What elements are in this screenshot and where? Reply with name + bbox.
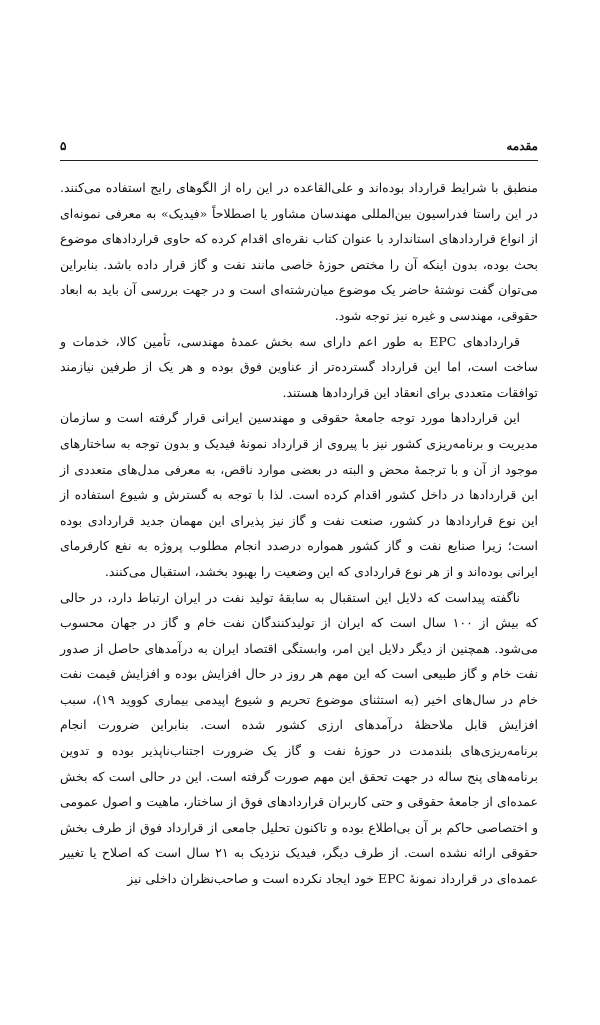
paragraph: قراردادهای EPC به طور اعم دارای سه بخش عمدهٔ مهندسی، تأمین کالا، خدمات و ساخت است، اما این قرارداد گسترده‌تر از عناوین فوق بوده و هر یک از طرفین نیازمند توافقات متعددی برای انعقاد این قراردادها هستند.: [60, 333, 538, 400]
running-header: [60, 139, 538, 161]
paragraph: منطبق با شرایط قرارداد بوده‌اند و علی‌القاعده در این راه از الگوهای رایج استفاده می‌کنند. در این راستا فدراسیون بین‌المللی مهندسان مشاور یا اصطلاحاً «فیدیک» به معرفی نمونه‌ای از انواع قراردادهای استاندارد با عنوان کتاب نقره‌ای اقدام کرده که حاوی قراردادهای موضوع بحث بوده، بدون اینکه آن را مختص حوزهٔ خاصی مانند نفت و گاز قرار داده باشد. بنابراین می‌توان گفت نوشتهٔ حاضر یک موضوع میان‌رشته‌ای است و در جهت بررسی آن باید به ابعاد حقوقی، مهندسی و غیره نیز توجه شود.: [60, 180, 538, 323]
paragraph: این قراردادها مورد توجه جامعهٔ حقوقی و مهندسین ایرانی قرار گرفته است و سازمان مدیریت و برنامه‌ریزی کشور نیز با پیروی از قرارداد نمونهٔ فیدیک و بدون توجه به ساختارهای موجود از آن و با ترجمهٔ محض و البته در بعضی موارد ناقص، به معرفی مدل‌های متعددی از این قراردادها در داخل کشور اقدام کرده است. لذا با توجه به گسترش و شیوع استفاده از این نوع قراردادها در کشور، صنعت نفت و گاز نیز پذیرای این مهمان جدید قراردادی بوده است؛ زیرا صنایع نفت و گاز کشور همواره درصدد انجام مطلوب پروژه به نفع کارفرمای ایرانی بوده‌اند و از هر نوع قراردادی که این وضعیت را بهبود بخشد، استقبال می‌کنند.: [60, 410, 538, 579]
chapter-title: مقدمه: [506, 139, 538, 153]
body-text: [60, 175, 538, 892]
paragraph: ناگفته پیداست که دلایل این استقبال به سابقهٔ تولید نفت در ایران ارتباط دارد، در حالی که بیش از ۱۰۰ سال است که ایران از تولیدکنندگان نفت خام و گاز در جهان محسوب می‌شود. همچنین از دیگر دلایل این امر، وابستگی اقتصاد ایران به درآمدهای حاصل از صدور نفت خام و گاز طبیعی است که این مهم هر روز در حال افزایش بوده و افزایش قیمت نفت خام در سال‌های اخیر (به استثنای موضوع تحریم و شیوع اپیدمی بیماری کووید ۱۹)، سبب افزایش قابل ملاحظهٔ درآمدهای ارزی کشور شده است. بنابراین ضرورت انجام برنامه‌ریزی‌های بلندمدت در حوزهٔ نفت و گاز یک ضرورت اجتناب‌ناپذیر بوده و تدوین برنامه‌های پنج ساله در جهت تحقق این مهم صورت گرفته است. این در حالی است که بخش عمده‌ای از جامعهٔ حقوقی و حتی کاربران قراردادهای فوق از ساختار، ماهیت و اصول عمومی و اختصاصی حاکم بر آن بی‌اطلاع بوده و تاکنون تحلیل جامعی از قرارداد فوق از طرف بخش حقوقی ارائه نشده است. از طرف دیگر، فیدیک نزدیک به ۲۱ سال است که اصلاح یا تغییر عمده‌ای در قرارداد نمونهٔ EPC خود ایجاد نکرده است و صاحب‌نظران داخلی نیز: [60, 589, 538, 887]
header-divider: [60, 160, 538, 161]
page-number: ۵: [60, 139, 67, 153]
